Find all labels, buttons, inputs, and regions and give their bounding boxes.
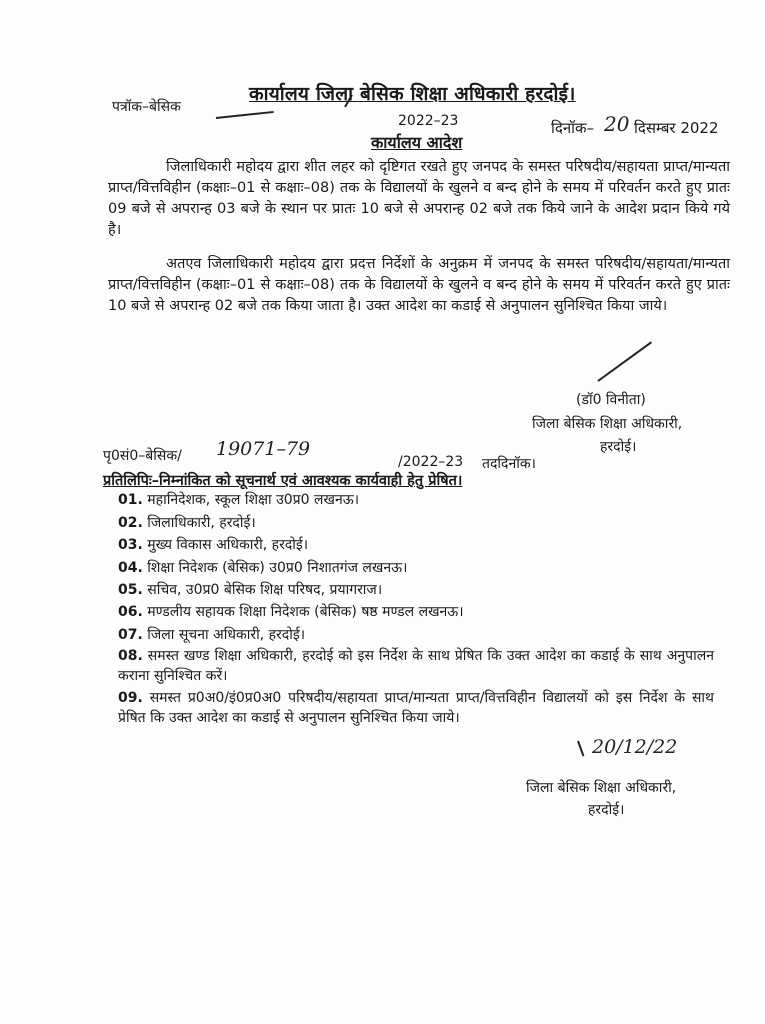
list-item xyxy=(118,513,718,533)
copy-ref-number: 19071–79 xyxy=(216,438,311,460)
list-item-text: जिलाधिकारी, हरदोई। xyxy=(147,515,256,531)
list-item-text: सचिव, उ0प्र0 बेसिक शिक्ष परिषद, प्रयागराज। xyxy=(147,582,383,598)
list-item-text: मण्डलीय सहायक शिक्षा निदेशक (बेसिक) षष्ठ मण्डल लखनऊ। xyxy=(147,604,464,620)
list-item xyxy=(118,580,718,600)
letter-ref-label: पत्रॉक–बेसिक xyxy=(112,99,181,115)
list-item xyxy=(118,558,718,578)
list-item-number: 06. xyxy=(118,604,143,620)
list-item-number: 03. xyxy=(118,537,143,553)
list-item-text: मुख्य विकास अधिकारी, हरदोई। xyxy=(147,537,309,553)
office-title: कार्यालय जिला बेसिक शिक्षा अधिकारी हरदोई। xyxy=(249,83,576,105)
list-item-number: 05. xyxy=(118,582,143,598)
list-item-text: समस्त खण्ड शिक्षा अधिकारी, हरदोई को इस निर्देश के साथ प्रेषित कि उक्त आदेश का कडाई के साथ अनुपालन कराना सुनिश्चित करें। xyxy=(118,648,714,684)
list-item xyxy=(118,625,718,645)
signature-date-handwritten: 20/12/22 xyxy=(592,736,678,758)
copy-ref-year: /2022–23 xyxy=(398,454,464,470)
list-item-text: जिला सूचना अधिकारी, हरदोई। xyxy=(147,627,306,643)
list-item-number: 01. xyxy=(118,492,143,508)
list-item-number: 02. xyxy=(118,515,143,531)
list-item-text: समस्त प्र0अ0/इं0प्र0अ0 परिषदीय/सहायता प्राप्त/मान्यता प्राप्त/वित्तविहीन विद्यालयों को इस निर्देश के साथ प्रेषित कि उक्त आदेश का कडाई से अनुपालन सुनिश्चित किया जाये। xyxy=(118,690,714,726)
list-item-text: महानिदेशक, स्कूल शिक्षा उ0प्र0 लखनऊ। xyxy=(147,492,360,508)
date-suffix: दिसम्बर 2022 xyxy=(634,119,719,137)
header-year: 2022–23 xyxy=(398,113,459,129)
date-handwritten: 20 xyxy=(604,112,630,136)
signature-stroke xyxy=(577,741,584,757)
date-label: दिनॉक– xyxy=(551,119,595,137)
signatory-designation-2: जिला बेसिक शिक्षा अधिकारी, xyxy=(526,780,677,796)
list-item-number: 07. xyxy=(118,627,143,643)
ref-number-stroke xyxy=(216,111,274,119)
list-item-text: शिक्षा निदेशक (बेसिक) उ0प्र0 निशातगंज लखनऊ। xyxy=(147,560,408,576)
copy-heading: प्रतिलिपिः–निम्नांकित को सूचनार्थ एवं आवश्यक कार्यवाही हेतु प्रेषित। xyxy=(103,473,463,489)
list-item xyxy=(118,602,718,622)
list-item xyxy=(118,646,714,686)
list-item-number: 04. xyxy=(118,560,143,576)
signatory-name: (डॉ0 विनीता) xyxy=(576,392,646,408)
copy-same-date: तददिनॉक। xyxy=(482,456,536,472)
order-paragraph-1: जिलाधिकारी महोदय द्वारा शीत लहर को दृष्टिगत रखते हुए जनपद के समस्त परिषदीय/सहायता प्राप्त/मान्यता प्राप्त/वित्तविहीन (कक्षाः–01 से कक्षाः–08) तक के विद्यालयों के खुलने व बन्द होने के समय में परिवर्तन करते हुए प्रातः 09 बजे से अपरान्ह 03 बजे के स्थान पर प्रातः 10 बजे से अपरान्ह 02 बजे तक किये जाने के आदेश प्रदान किये गये है। xyxy=(108,159,730,238)
signatory-place: हरदोई। xyxy=(600,439,637,455)
signature-stroke xyxy=(597,341,652,381)
list-item xyxy=(118,490,718,510)
list-item xyxy=(118,535,718,555)
list-item xyxy=(118,688,714,728)
list-item-number: 08. xyxy=(118,648,143,664)
order-paragraph-2: अतएव जिलाधिकारी महोदय द्वारा प्रदत्त निर्देशों के अनुक्रम में जनपद के समस्त परिषदीय/सहायता/मान्यता प्राप्त/वित्तविहीन (कक्षाः–01 से कक्षाः–08) तक के विद्यालयों के खुलने व बन्द होने के समय में परिवर्तन करते हुए प्रातः 10 बजे से अपरान्ह 02 बजे तक किया जाता है। उक्त आदेश का कडाई से अनुपालन सुनिश्चित किया जाये। xyxy=(108,256,730,314)
copy-ref-label: पृ0सं0–बेसिक/ xyxy=(103,448,182,464)
order-heading: कार्यालय आदेश xyxy=(371,133,463,152)
list-item-number: 09. xyxy=(118,690,143,706)
signatory-place-2: हरदोई। xyxy=(588,802,625,818)
signatory-designation: जिला बेसिक शिक्षा अधिकारी, xyxy=(532,416,683,432)
